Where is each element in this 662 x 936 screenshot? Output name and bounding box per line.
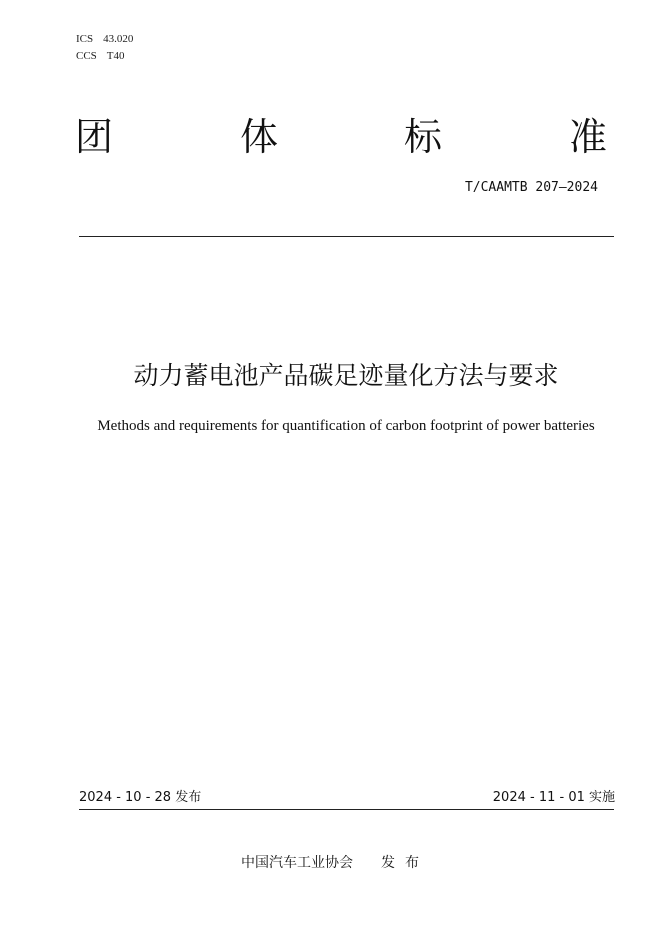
standard-type-char-4: 准 xyxy=(569,115,608,159)
document-title-english: Methods and requirements for quantification of carbon footprint of power batteries xyxy=(97,418,595,434)
issuer-name: 中国汽车工业协会 xyxy=(241,855,353,871)
standard-type-char-2: 体 xyxy=(240,115,279,159)
implementation-date: 2024 - 11 - 01 实施 xyxy=(492,790,615,805)
ics-label: ICS xyxy=(76,33,94,45)
issue-date: 2024 - 10 - 28 发布 xyxy=(79,790,202,805)
ccs-classification xyxy=(76,49,125,63)
issuer-line xyxy=(241,853,429,873)
standard-number: T/CAAMTB 207—2024 xyxy=(464,180,598,195)
footer-divider xyxy=(79,809,614,810)
issuer-action: 发布 xyxy=(381,855,429,871)
ics-code: 43.020 xyxy=(103,33,134,45)
document-title-chinese: 动力蓄电池产品碳足迹量化方法与要求 xyxy=(133,361,559,390)
ccs-label: CCS xyxy=(76,50,97,62)
ics-classification xyxy=(76,32,133,46)
standard-type-char-1: 团 xyxy=(75,115,114,159)
header-divider xyxy=(79,236,614,237)
ccs-code: T40 xyxy=(106,50,125,62)
standard-type-char-3: 标 xyxy=(404,115,443,159)
